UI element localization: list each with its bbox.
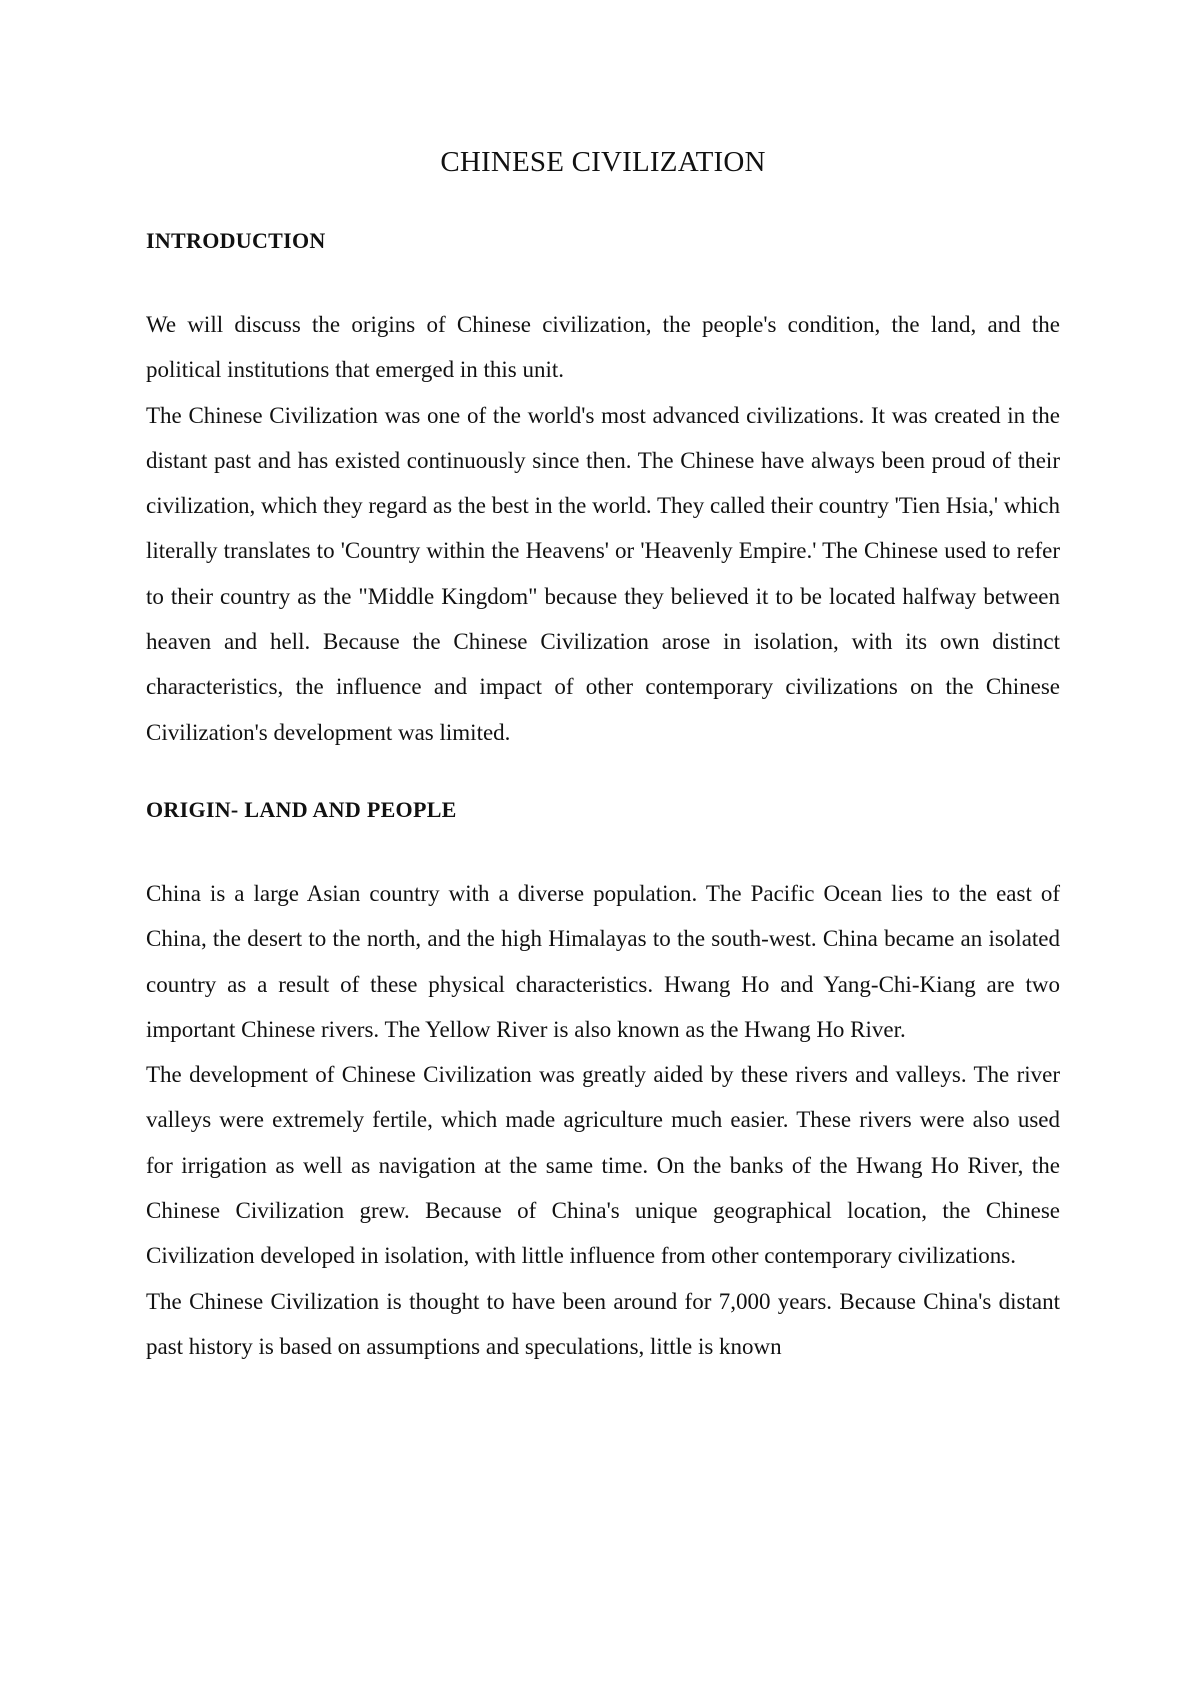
section-heading-introduction: INTRODUCTION <box>146 228 326 253</box>
document-body <box>146 142 1060 1369</box>
paragraph-intro-1: We will discuss the origins of Chinese civilization, the people's condition, the land, and the political institutions that emerged in this unit. <box>146 312 1060 383</box>
paragraph-origin-3: The Chinese Civilization is thought to have been around for 7,000 years. Because China's distant past history is based on assumptions and speculations, little is known <box>146 1288 1060 1359</box>
document-title: CHINESE CIVILIZATION <box>440 146 766 178</box>
paragraph-origin-2: The development of Chinese Civilization was greatly aided by these rivers and valleys. The river valleys were extremely fertile, which made agriculture much easier. These rivers were also used for irrigation as well as navigation at the same time. On the banks of the Hwang Ho River, the Chinese Civilization grew. Because of China's unique geographical location, the Chinese Civilization developed in isolation, with little influence from other contemporary civilizations. <box>146 1062 1060 1269</box>
paragraph-intro-2: The Chinese Civilization was one of the world's most advanced civilizations. It was created in the distant past and has existed continuously since then. The Chinese have always been proud of their civilization, which they regard as the best in the world. They called their country 'Tien Hsia,' which literally translates to 'Country within the Heavens' or 'Heavenly Empire.' The Chinese used to refer to their country as the "Middle Kingdom" because they believed it to be located halfway between heaven and hell. Because the Chinese Civilization arose in isolation, with its own distinct characteristics, the influence and impact of other contemporary civilizations on the Chinese Civilization's development was limited. <box>146 402 1060 745</box>
section-heading-origin-land-and-people: ORIGIN- LAND AND PEOPLE <box>146 796 457 822</box>
paragraph-origin-1: China is a large Asian country with a diverse population. The Pacific Ocean lies to the east of China, the desert to the north, and the high Himalayas to the south-west. China became an isolated country as a result of these physical characteristics. Hwang Ho and Yang-Chi-Kiang are two important Chinese rivers. The Yellow River is also known as the Hwang Ho River. <box>146 880 1060 1042</box>
